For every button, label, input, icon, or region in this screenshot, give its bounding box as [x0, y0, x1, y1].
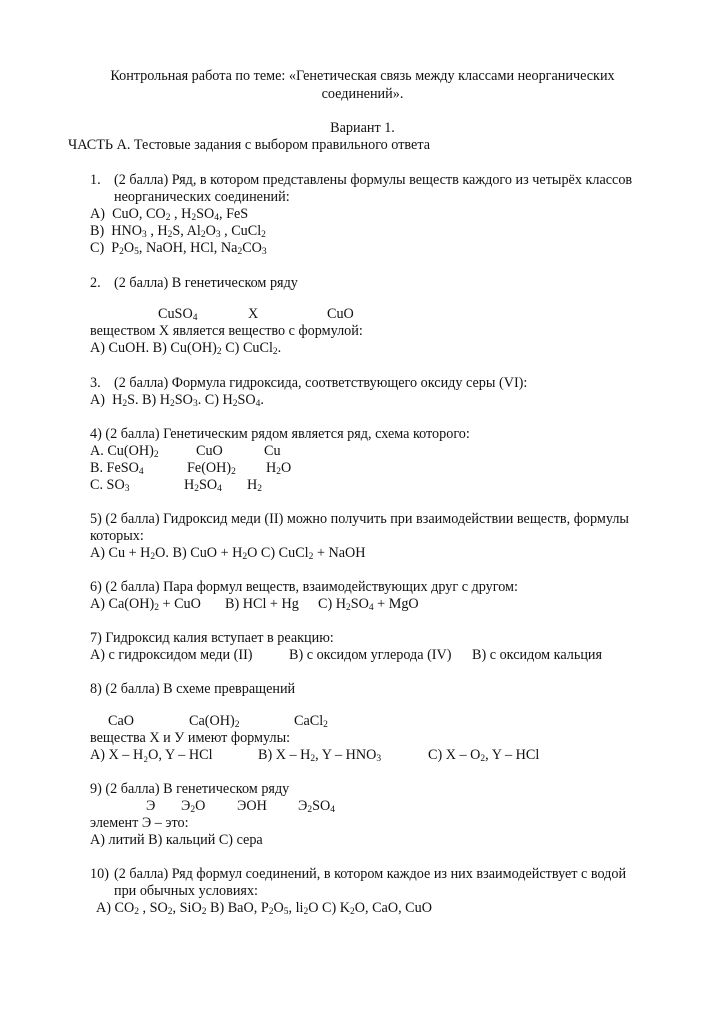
q2-scheme-2: X — [248, 306, 259, 322]
q2-text: (2 балла) В генетическом ряду — [114, 275, 298, 291]
q8-line-2: вещества X и У имеют формулы: — [90, 730, 291, 746]
q2-answers: A) CuOH. B) $Cu(OH)_2$ C) CuCl$_2$. — [90, 340, 282, 357]
q7-option-a: A) с гидроксидом меди (II) — [90, 647, 253, 663]
q7-text: 7) Гидроксид калия вступает в реакцию: — [90, 630, 334, 646]
q4-option-b-1: B. FeSO$_4$ — [90, 460, 144, 477]
q9-text: 9) (2 балла) В генетическом ряду — [90, 781, 290, 797]
part-a-heading: ЧАСТЬ А. Тестовые задания с выбором правильного ответа — [68, 137, 430, 153]
q9-scheme-2: $Э_2O$ — [181, 798, 206, 815]
q2-scheme-1: CuSO$_4$ — [158, 306, 198, 323]
q4-option-c-3: $H_2$ — [247, 477, 262, 494]
q9-answers: A) литий B) кальций C) сера — [90, 832, 263, 848]
q6-option-c: C) $H_2SO_4$ + MgO — [318, 596, 419, 613]
q4-option-b-3: $H_2O$ — [266, 460, 292, 477]
q8-option-a: A) X – H₂O, Y – HCl — [90, 747, 213, 763]
q1-line-2: неорганических соединений: — [114, 189, 290, 205]
q2-number: 2. — [90, 275, 101, 291]
q5-line-1: 5) (2 балла) Гидроксид меди (II) можно получить при взаимодействии веществ, формулы — [90, 511, 629, 527]
q1-line-1: (2 балла) Ряд, в котором представлены формулы веществ каждого из четырёх классов — [114, 172, 633, 188]
q10-line-2: при обычных условиях: — [114, 883, 258, 899]
variant-label: Вариант 1. — [330, 120, 395, 136]
q3-text: (2 балла) Формула гидроксида, соответствующего оксиду серы (VI): — [114, 375, 528, 391]
q9-scheme-4: $Э_2SO_4$ — [298, 798, 336, 815]
q8-option-c: C) X – $O_2$, Y – HCl — [428, 747, 540, 764]
q1-option-a: A) CuO, $CO_2$ , $H_2SO_4$, FeS — [90, 206, 249, 223]
q6-option-a: A) $Ca(OH)_2$ + CuO — [90, 596, 201, 613]
q5-answers: A) $Cu + H_2O$. B) CuO + $H_2O$ C) CuCl$_2$ + NaOH — [90, 545, 366, 562]
q10-line-1: (2 балла) Ряд формул соединений, в котором каждое из них взаимодействует с водой — [114, 866, 627, 882]
q4-option-c-2: $H_2SO_4$ — [184, 477, 222, 494]
q8-scheme-2: $Ca(OH)_2$ — [189, 713, 240, 730]
q5-line-2: которых: — [90, 528, 144, 544]
q9-scheme-3: ЭOH — [237, 798, 267, 814]
q6-text: 6) (2 балла) Пара формул веществ, взаимодействующих друг с другом: — [90, 579, 518, 595]
q4-text: 4) (2 балла) Генетическим рядом является ряд, схема которого: — [90, 426, 470, 442]
q7-option-c: B) с оксидом кальция — [472, 647, 603, 663]
q4-option-c-1: C. $SO_3$ — [90, 477, 130, 494]
q3-number: 3. — [90, 375, 101, 391]
q10-number: 10) — [90, 866, 109, 882]
q2-line-2: веществом X является вещество с формулой: — [90, 323, 363, 339]
q1-option-c: C) $P_2O_5$, NaOH, HCl, $Na_2CO_3$ — [90, 240, 267, 257]
q7-option-b: B) с оксидом углерода (IV) — [289, 647, 452, 663]
q9-scheme-1: Э — [146, 798, 156, 814]
title-line-2: соединений». — [321, 86, 404, 102]
q2-scheme-3: CuO — [327, 306, 354, 322]
q3-answers: A) $H_2S$. B) $H_2SO_3$. C) $H_2SO_4$. — [90, 392, 264, 409]
q1-number: 1. — [90, 172, 101, 188]
q1-option-b: B) $HNO_3$ , $H_2S$, $Al_2O_3$ , CuCl$_2$ — [90, 223, 266, 240]
q10-answers: A) $CO_2$ , $SO_2$, SiO$_2$ B) BaO, $P_2O_5$, $li_2O$ C) $K_2O$, CaO, CuO — [96, 900, 432, 917]
q8-scheme-1: CaO — [108, 713, 135, 729]
q4-option-b-2: $Fe(OH)_2$ — [187, 460, 236, 477]
q8-text: 8) (2 балла) В схеме превращений — [90, 681, 296, 697]
q6-option-b: B) HCl + Hg — [225, 596, 299, 612]
q8-option-b: B) X – $H_2$, Y – $HNO_3$ — [258, 747, 382, 764]
q4-option-a-3: Cu — [264, 443, 281, 459]
q4-option-a-2: CuO — [196, 443, 223, 459]
q4-option-a-1: A. $Cu(OH)_2$ — [90, 443, 159, 460]
title-line-1: Контрольная работа по теме: «Генетическая связь между классами неорганических — [110, 68, 615, 84]
q9-line-2: элемент Э – это: — [90, 815, 189, 831]
q8-scheme-3: CaCl$_2$ — [294, 713, 328, 730]
